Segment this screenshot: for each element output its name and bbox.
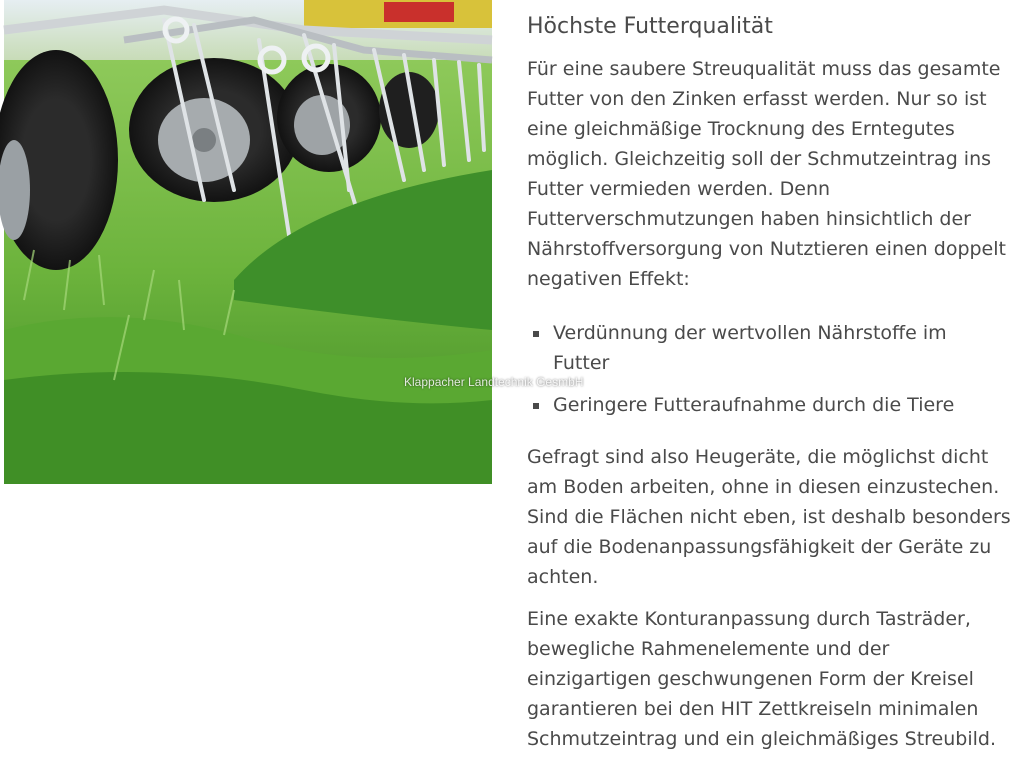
list-item [527, 318, 993, 378]
list-item-text: Verdünnung der wertvollen Nährstoffe im Futter [553, 322, 947, 374]
list-item [527, 390, 993, 420]
article-heading: Höchste Futterqualität [527, 14, 773, 39]
article-content [527, 10, 1017, 754]
effects-list [527, 318, 1017, 420]
bullet-icon [533, 403, 539, 409]
tedder-photo-graphic [4, 0, 492, 484]
intro-paragraph: Für eine saubere Streuqualität muss das gesamte Futter von den Zinken erfasst werden. Nur so ist eine gleichmäßige Trocknung des Erntegutes möglich. Gleichzeitig soll der Schmutzeintrag ins Futter vermieden werden. Denn Futterverschmutzungen haben hinsichtlich der Nährstoffversorgung von Nutztieren einen doppelt negativen Effekt: [527, 58, 1006, 290]
list-item-text: Geringere Futteraufnahme durch die Tiere [553, 394, 955, 416]
requirements-paragraph: Gefragt sind also Heugeräte, die möglichst dicht am Boden arbeiten, ohne in diesen einzustechen. Sind die Flächen nicht eben, ist deshalb besonders auf die Bodenanpassungsfähigkeit der Geräte zu achten. [527, 446, 1011, 588]
bullet-icon [533, 331, 539, 337]
contour-paragraph: Eine exakte Konturanpassung durch Tasträder, bewegliche Rahmenelemente und der einzigartigen geschwungenen Form der Kreisel garantieren bei den HIT Zettkreiseln minimalen Schmutzeintrag und ein gleichmäßiges Streubild. [527, 608, 997, 750]
image-watermark: Klappacher Landtechnik GesmbH [404, 375, 584, 389]
tedder-photo [4, 0, 584, 484]
